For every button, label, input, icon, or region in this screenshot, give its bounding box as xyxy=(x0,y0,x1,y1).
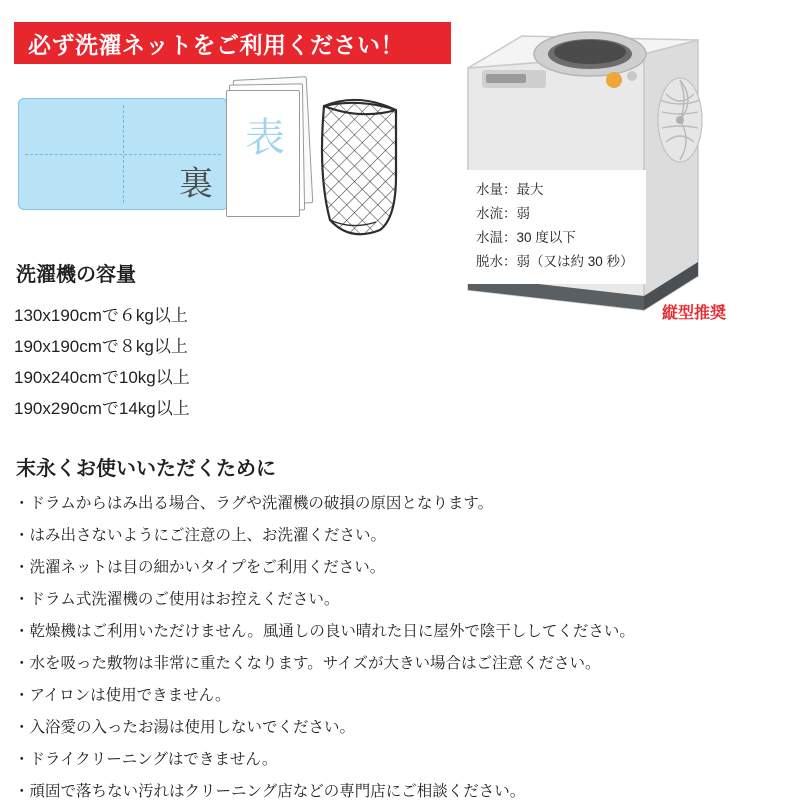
illustration-group xyxy=(0,70,470,255)
care-list-item: ・洗濯ネットは目の細かいタイプをご利用ください。 xyxy=(14,559,386,576)
rug-back-illustration xyxy=(18,98,228,210)
washer-spec-line: 水流：弱 xyxy=(476,206,530,221)
notice-banner-text: 必ず洗濯ネットをご利用ください！ xyxy=(28,31,404,58)
care-list-item: ・アイロンは使用できません。 xyxy=(14,687,231,704)
care-list xyxy=(14,488,784,808)
notice-banner xyxy=(14,22,451,64)
care-list-item: ・入浴愛の入ったお湯は使用しないでください。 xyxy=(14,719,356,736)
washer-spec-box xyxy=(466,170,646,284)
capacity-list xyxy=(14,300,444,424)
washer-spec-line: 水温：30 度以下 xyxy=(476,230,576,245)
care-list-item: ・水を吸った敷物は非常に重たくなります。サイズが大きい場合はご注意ください。 xyxy=(14,655,601,672)
care-list-item: ・ドラムからはみ出る場合、ラグや洗濯機の破損の原因となります。 xyxy=(14,495,494,512)
care-section-title: 末永くお使いいただくために xyxy=(16,458,276,480)
washer-spec-line: 脱水：弱（又は約 30 秒） xyxy=(476,254,634,269)
care-list-item: ・はみ出さないようにご注意の上、お洗濯ください。 xyxy=(14,527,387,544)
care-list-item: ・乾燥機はご利用いただけません。風通しの良い晴れた日に屋外で陰干ししてください。 xyxy=(14,623,635,640)
care-list-item: ・ドラム式洗濯機のご使用はお控えください。 xyxy=(14,591,340,608)
rug-front-label: 表 xyxy=(245,115,285,160)
laundry-net-icon xyxy=(300,80,420,250)
capacity-section-title: 洗濯機の容量 xyxy=(16,264,136,286)
care-list-item: ・頑固で落ちない汚れはクリーニング店などの専門店にご相談ください。 xyxy=(14,783,526,800)
rug-back-label: 裏 xyxy=(179,166,213,203)
washer-spec-line: 水量：最大 xyxy=(476,182,544,197)
capacity-list-item: 190x240cmで10kg以上 xyxy=(14,368,190,387)
washer-recommendation-caption: 縦型推奨 xyxy=(662,305,727,322)
care-list-item: ・ドライクリーニングはできません。 xyxy=(14,751,278,768)
capacity-list-item: 130x190cmで６kg以上 xyxy=(14,306,188,325)
capacity-list-item: 190x290cmで14kg以上 xyxy=(14,399,190,418)
rug-fold-line-horizontal xyxy=(25,154,221,155)
capacity-list-item: 190x190cmで８kg以上 xyxy=(14,337,188,356)
